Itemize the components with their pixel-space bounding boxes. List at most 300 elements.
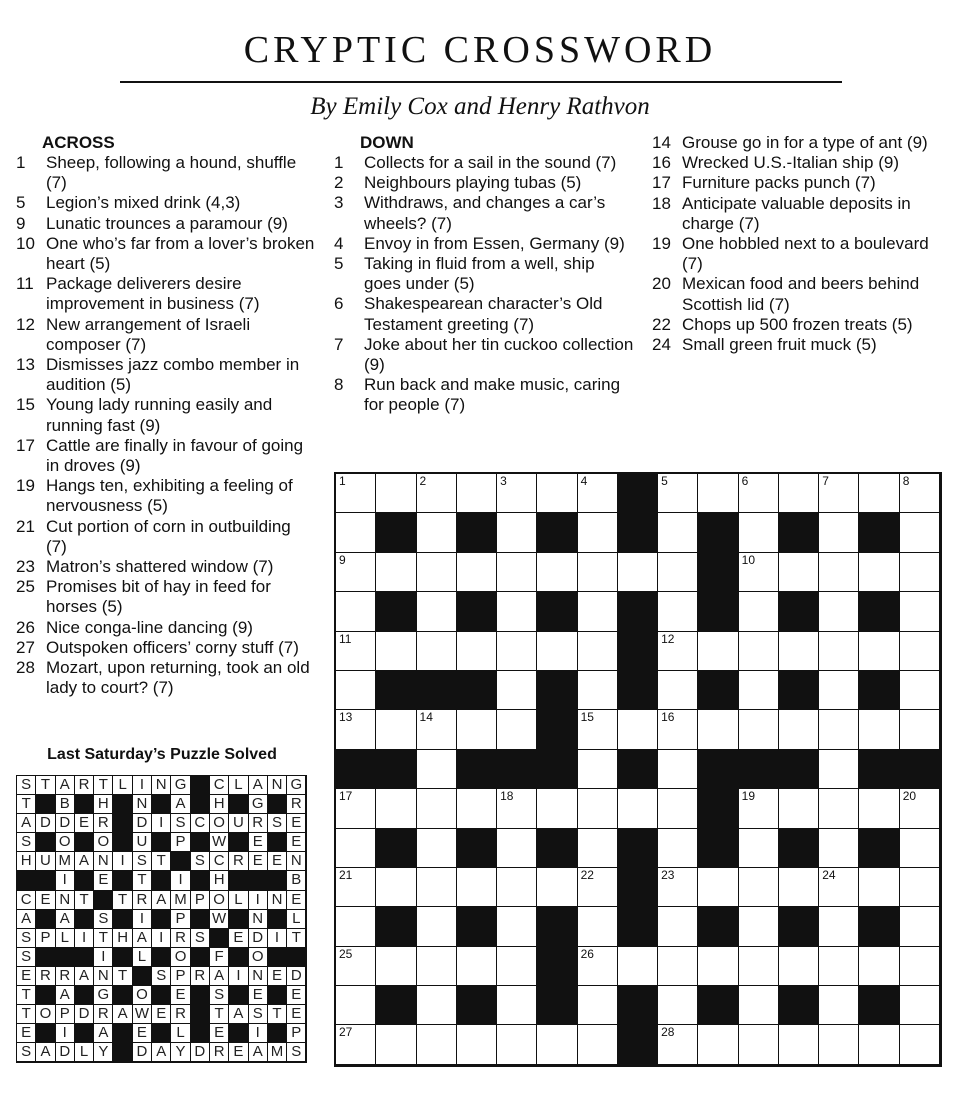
grid-cell[interactable] [900, 907, 940, 946]
grid-cell[interactable] [658, 750, 698, 789]
solution-cell: M [268, 1043, 287, 1062]
grid-cell[interactable] [779, 789, 819, 828]
clue-number: 28 [16, 658, 35, 678]
clue-number: 17 [16, 435, 35, 455]
grid-cell[interactable] [417, 592, 457, 631]
clue-text: Small green fruit muck (5) [682, 335, 877, 355]
solution-cell: O [171, 948, 190, 967]
clue-text: Mexican food and beers behind Scottish lid (7) [682, 274, 920, 314]
grid-cell[interactable] [497, 592, 537, 631]
grid-cell[interactable] [900, 592, 940, 631]
grid-cell[interactable] [578, 474, 618, 513]
grid-cell[interactable] [376, 553, 416, 592]
grid-cell[interactable] [739, 1025, 779, 1064]
grid-cell[interactable] [417, 474, 457, 513]
solution-cell: L [56, 929, 75, 948]
clue-item[interactable] [334, 234, 634, 254]
solution-block [191, 986, 210, 1005]
solution-cell: O [133, 986, 152, 1005]
clue-number: 8 [334, 375, 344, 395]
clue-item[interactable] [16, 315, 316, 355]
grid-cell[interactable] [739, 671, 779, 710]
grid-cell[interactable] [417, 750, 457, 789]
clue-text: Withdraws, and changes a car’s wheels? (7) [364, 193, 606, 233]
grid-cell[interactable] [900, 710, 940, 749]
solution-cell: D [133, 1043, 152, 1062]
solution-cell: N [94, 967, 113, 986]
grid-cell[interactable] [497, 1025, 537, 1064]
clue-text: Dismisses jazz combo member in audition (5) [46, 355, 300, 395]
grid-cell[interactable] [336, 592, 376, 631]
grid-cell[interactable] [376, 1025, 416, 1064]
grid-block [859, 592, 899, 631]
grid-cell[interactable] [859, 1025, 899, 1064]
solution-cell: P [56, 1005, 75, 1024]
grid-cell[interactable] [336, 789, 376, 828]
solution-block [94, 891, 113, 910]
clue-text: Taking in fluid from a well, ship goes under (5) [364, 254, 595, 294]
grid-cell[interactable] [819, 513, 859, 552]
grid-cell[interactable] [859, 868, 899, 907]
grid-cell[interactable] [779, 710, 819, 749]
grid-cell[interactable] [578, 632, 618, 671]
solution-cell: E [268, 967, 287, 986]
grid-block [537, 592, 577, 631]
grid-cell[interactable] [658, 1025, 698, 1064]
clue-text: Package deliverers desire improvement in business (7) [46, 274, 260, 314]
solution-block [113, 948, 132, 967]
grid-cell[interactable] [417, 789, 457, 828]
clue-item[interactable] [16, 355, 316, 395]
grid-cell[interactable] [537, 868, 577, 907]
grid-cell[interactable] [497, 789, 537, 828]
grid-cell[interactable] [336, 671, 376, 710]
grid-cell[interactable] [819, 789, 859, 828]
grid-cell[interactable] [900, 671, 940, 710]
grid-cell[interactable] [537, 553, 577, 592]
cell-number: 18 [500, 789, 514, 804]
solution-cell: R [75, 776, 94, 795]
clue-item[interactable] [16, 436, 316, 476]
solution-cell: S [287, 1043, 306, 1062]
solution-block [113, 986, 132, 1005]
solution-cell: O [56, 833, 75, 852]
grid-cell[interactable] [900, 947, 940, 986]
grid-cell[interactable] [618, 553, 658, 592]
grid-cell[interactable] [779, 474, 819, 513]
clue-number: 21 [16, 516, 35, 536]
grid-cell[interactable] [457, 710, 497, 749]
grid-cell[interactable] [457, 1025, 497, 1064]
solution-block [152, 833, 171, 852]
cell-number: 28 [661, 1025, 675, 1040]
grid-cell[interactable] [779, 1025, 819, 1064]
solution-block [191, 871, 210, 890]
solution-cell: N [133, 795, 152, 814]
clue-text: Sheep, following a hound, shuffle (7) [46, 153, 297, 193]
solution-cell: D [249, 929, 268, 948]
solution-cell: D [133, 814, 152, 833]
clue-item[interactable] [16, 658, 316, 698]
grid-cell[interactable] [497, 632, 537, 671]
grid-cell[interactable] [497, 868, 537, 907]
grid-cell[interactable] [698, 947, 738, 986]
clue-item[interactable] [16, 214, 316, 234]
grid-cell[interactable] [497, 986, 537, 1025]
grid-cell[interactable] [819, 474, 859, 513]
grid-cell[interactable] [578, 868, 618, 907]
solution-cell: S [17, 776, 36, 795]
clue-item[interactable] [16, 557, 316, 577]
grid-cell[interactable] [819, 907, 859, 946]
clue-item[interactable] [652, 194, 952, 234]
solution-cell: C [191, 814, 210, 833]
cell-number: 11 [339, 631, 352, 646]
grid-cell[interactable] [457, 789, 497, 828]
grid-cell[interactable] [859, 789, 899, 828]
clue-number: 7 [334, 334, 344, 354]
clue-item[interactable] [16, 153, 316, 193]
grid-block [698, 553, 738, 592]
grid-block [698, 750, 738, 789]
grid-cell[interactable] [658, 553, 698, 592]
grid-cell[interactable] [618, 710, 658, 749]
solution-cell: R [249, 814, 268, 833]
grid-cell[interactable] [417, 513, 457, 552]
grid-block [497, 750, 537, 789]
grid-cell[interactable] [739, 474, 779, 513]
grid-cell[interactable] [900, 986, 940, 1025]
grid-cell[interactable] [376, 710, 416, 749]
solution-cell: S [191, 929, 210, 948]
grid-block [457, 829, 497, 868]
solution-block [36, 986, 55, 1005]
grid-cell[interactable] [336, 986, 376, 1025]
solution-cell: I [171, 871, 190, 890]
grid-cell[interactable] [336, 474, 376, 513]
grid-cell[interactable] [497, 513, 537, 552]
solution-cell: E [171, 986, 190, 1005]
clue-number: 26 [16, 617, 35, 637]
grid-cell[interactable] [819, 947, 859, 986]
grid-block [457, 907, 497, 946]
grid-cell[interactable] [336, 829, 376, 868]
grid-cell[interactable] [658, 710, 698, 749]
grid-cell[interactable] [819, 750, 859, 789]
grid-cell[interactable] [819, 632, 859, 671]
clue-number: 5 [334, 254, 344, 274]
solution-block [191, 910, 210, 929]
solution-cell: I [152, 814, 171, 833]
solution-block [229, 833, 248, 852]
grid-cell[interactable] [900, 632, 940, 671]
clue-item[interactable] [652, 335, 952, 355]
grid-cell[interactable] [497, 553, 537, 592]
grid-cell[interactable] [779, 553, 819, 592]
clue-text: One hobbled next to a boulevard (7) [682, 234, 929, 274]
clue-item[interactable] [652, 234, 952, 274]
cell-number: 6 [741, 474, 749, 488]
cell-number: 2 [419, 474, 427, 488]
grid-cell[interactable] [497, 907, 537, 946]
grid-cell[interactable] [819, 829, 859, 868]
grid-cell[interactable] [578, 671, 618, 710]
grid-cell[interactable] [739, 592, 779, 631]
grid-cell[interactable] [819, 671, 859, 710]
grid-cell[interactable] [457, 474, 497, 513]
grid-cell[interactable] [900, 513, 940, 552]
grid-cell[interactable] [336, 947, 376, 986]
grid-cell[interactable] [578, 789, 618, 828]
grid-cell[interactable] [578, 710, 618, 749]
clue-item[interactable] [334, 375, 634, 415]
grid-cell[interactable] [578, 750, 618, 789]
grid-cell[interactable] [578, 1025, 618, 1064]
grid-cell[interactable] [457, 947, 497, 986]
grid-cell[interactable] [658, 868, 698, 907]
clue-item[interactable] [334, 294, 634, 334]
grid-cell[interactable] [739, 907, 779, 946]
clue-item[interactable] [16, 234, 316, 274]
clue-item[interactable] [16, 193, 316, 213]
grid-cell[interactable] [417, 710, 457, 749]
solution-cell: D [36, 814, 55, 833]
grid-cell[interactable] [698, 710, 738, 749]
solution-block [152, 986, 171, 1005]
solution-cell: H [113, 929, 132, 948]
solution-cell: L [287, 910, 306, 929]
grid-cell[interactable] [859, 553, 899, 592]
solution-block [75, 833, 94, 852]
grid-cell[interactable] [578, 513, 618, 552]
grid-cell[interactable] [376, 474, 416, 513]
clue-number: 19 [652, 234, 671, 254]
grid-cell[interactable] [457, 553, 497, 592]
grid-cell[interactable] [537, 632, 577, 671]
grid-cell[interactable] [739, 986, 779, 1025]
grid-cell[interactable] [336, 1025, 376, 1064]
grid-cell[interactable] [819, 710, 859, 749]
grid-cell[interactable] [698, 1025, 738, 1064]
clue-text: Lunatic trounces a paramour (9) [46, 213, 288, 233]
grid-cell[interactable] [376, 868, 416, 907]
grid-cell[interactable] [497, 829, 537, 868]
grid-cell[interactable] [779, 947, 819, 986]
solution-block [268, 871, 287, 890]
grid-block [779, 513, 819, 552]
clue-item[interactable] [16, 395, 316, 435]
grid-cell[interactable] [900, 1025, 940, 1064]
grid-block [698, 907, 738, 946]
grid-cell[interactable] [658, 829, 698, 868]
solution-block [17, 871, 36, 890]
cell-number: 15 [580, 710, 594, 725]
title-rule [120, 81, 842, 83]
solution-cell: E [75, 814, 94, 833]
clue-item[interactable] [16, 274, 316, 314]
grid-cell[interactable] [819, 592, 859, 631]
solution-cell: S [152, 967, 171, 986]
solution-cell: E [17, 967, 36, 986]
grid-cell[interactable] [859, 632, 899, 671]
clue-item[interactable] [16, 577, 316, 617]
grid-cell[interactable] [900, 789, 940, 828]
cell-number: 23 [661, 867, 675, 882]
solution-cell: E [36, 891, 55, 910]
solution-cell: E [249, 986, 268, 1005]
solution-block [152, 948, 171, 967]
grid-cell[interactable] [900, 474, 940, 513]
clue-item[interactable] [652, 133, 952, 153]
grid-cell[interactable] [417, 947, 457, 986]
solution-cell: T [17, 986, 36, 1005]
grid-cell[interactable] [457, 632, 497, 671]
clue-item[interactable] [334, 335, 634, 375]
solution-cell: R [191, 967, 210, 986]
crossword-grid [334, 472, 942, 1067]
solution-block [36, 1024, 55, 1043]
grid-cell[interactable] [336, 868, 376, 907]
grid-cell[interactable] [859, 474, 899, 513]
grid-cell[interactable] [537, 1025, 577, 1064]
grid-cell[interactable] [578, 829, 618, 868]
grid-cell[interactable] [739, 513, 779, 552]
grid-cell[interactable] [417, 1025, 457, 1064]
clue-text: Legion’s mixed drink (4,3) [46, 193, 241, 213]
grid-cell[interactable] [859, 947, 899, 986]
clue-item[interactable] [334, 153, 634, 173]
grid-cell[interactable] [578, 986, 618, 1025]
grid-cell[interactable] [819, 868, 859, 907]
grid-cell[interactable] [457, 868, 497, 907]
clue-item[interactable] [652, 173, 952, 193]
grid-cell[interactable] [417, 986, 457, 1025]
grid-block [376, 829, 416, 868]
clue-item[interactable] [652, 153, 952, 173]
solution-cell: S [191, 852, 210, 871]
grid-cell[interactable] [658, 474, 698, 513]
cell-number: 17 [339, 789, 353, 804]
grid-block [618, 671, 658, 710]
solution-cell: A [36, 1043, 55, 1062]
grid-cell[interactable] [739, 710, 779, 749]
grid-cell[interactable] [578, 947, 618, 986]
solution-block [191, 948, 210, 967]
grid-cell[interactable] [417, 868, 457, 907]
grid-cell[interactable] [739, 553, 779, 592]
grid-cell[interactable] [739, 829, 779, 868]
clue-item[interactable] [334, 254, 634, 294]
cell-number: 25 [339, 946, 353, 961]
grid-cell[interactable] [578, 592, 618, 631]
grid-cell[interactable] [658, 947, 698, 986]
grid-block [618, 750, 658, 789]
grid-cell[interactable] [658, 592, 698, 631]
grid-cell[interactable] [819, 1025, 859, 1064]
solution-cell: G [287, 776, 306, 795]
grid-cell[interactable] [497, 474, 537, 513]
grid-cell[interactable] [739, 868, 779, 907]
grid-cell[interactable] [819, 986, 859, 1025]
solution-cell: A [94, 1024, 113, 1043]
grid-cell[interactable] [698, 632, 738, 671]
grid-cell[interactable] [578, 907, 618, 946]
grid-cell[interactable] [376, 789, 416, 828]
grid-cell[interactable] [658, 632, 698, 671]
clue-item[interactable] [652, 274, 952, 314]
clue-item[interactable] [16, 476, 316, 516]
grid-cell[interactable] [900, 868, 940, 907]
grid-cell[interactable] [578, 553, 618, 592]
grid-cell[interactable] [900, 553, 940, 592]
grid-cell[interactable] [336, 513, 376, 552]
clue-item[interactable] [16, 618, 316, 638]
clue-item[interactable] [334, 193, 634, 233]
grid-cell[interactable] [417, 553, 457, 592]
grid-cell[interactable] [859, 710, 899, 749]
grid-cell[interactable] [658, 907, 698, 946]
solution-block [133, 967, 152, 986]
grid-cell[interactable] [497, 947, 537, 986]
grid-cell[interactable] [779, 868, 819, 907]
grid-cell[interactable] [336, 710, 376, 749]
solution-cell: A [171, 795, 190, 814]
grid-cell[interactable] [658, 789, 698, 828]
clue-number: 19 [16, 476, 35, 496]
grid-cell[interactable] [376, 947, 416, 986]
grid-cell[interactable] [417, 632, 457, 671]
clue-item[interactable] [334, 173, 634, 193]
grid-cell[interactable] [658, 986, 698, 1025]
clue-item[interactable] [16, 517, 316, 557]
solution-cell: I [152, 929, 171, 948]
grid-cell[interactable] [618, 789, 658, 828]
grid-cell[interactable] [336, 553, 376, 592]
solution-block [56, 948, 75, 967]
grid-cell[interactable] [698, 868, 738, 907]
solution-cell: S [17, 929, 36, 948]
solution-block [113, 871, 132, 890]
grid-block [376, 907, 416, 946]
grid-cell[interactable] [819, 553, 859, 592]
grid-cell[interactable] [779, 632, 819, 671]
clue-item[interactable] [16, 638, 316, 658]
grid-cell[interactable] [336, 907, 376, 946]
solution-cell: P [171, 833, 190, 852]
grid-cell[interactable] [537, 474, 577, 513]
solution-cell: I [133, 776, 152, 795]
grid-cell[interactable] [658, 671, 698, 710]
grid-cell[interactable] [739, 947, 779, 986]
grid-cell[interactable] [376, 632, 416, 671]
grid-cell[interactable] [417, 829, 457, 868]
grid-cell[interactable] [336, 632, 376, 671]
solution-cell: P [36, 929, 55, 948]
grid-cell[interactable] [658, 513, 698, 552]
solution-cell: A [113, 1005, 132, 1024]
solution-cell: A [210, 967, 229, 986]
grid-cell[interactable] [739, 632, 779, 671]
grid-cell[interactable] [417, 907, 457, 946]
grid-cell[interactable] [739, 789, 779, 828]
grid-cell[interactable] [698, 474, 738, 513]
grid-cell[interactable] [537, 789, 577, 828]
clue-item[interactable] [652, 315, 952, 335]
grid-cell[interactable] [618, 947, 658, 986]
grid-cell[interactable] [497, 710, 537, 749]
grid-cell[interactable] [900, 829, 940, 868]
grid-cell[interactable] [497, 671, 537, 710]
